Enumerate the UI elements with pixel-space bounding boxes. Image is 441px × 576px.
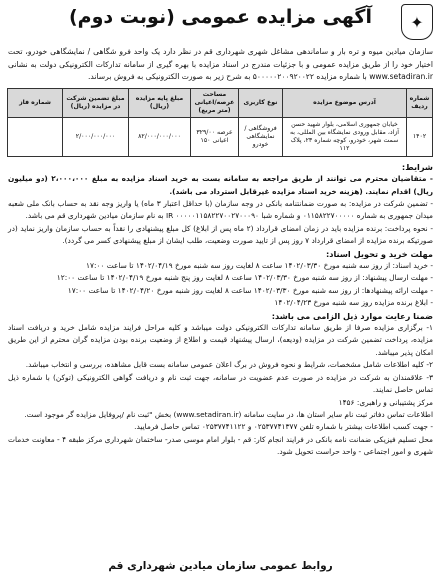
col-header-usage: نوع کاربری xyxy=(239,88,283,117)
cell-row-number: ۱۴۰۲ xyxy=(407,117,433,156)
notes-heading: ضمنا رعایت موارد ذیل الزامی می باشد: xyxy=(271,310,433,321)
cell-usage: فروشگاهی / نمایشگاهی خودرو xyxy=(239,117,283,156)
note-contact: - جهت کسب اطلاعات بیشتر با شماره تلفن ۰۲۵۳۷۷۴۱۳۷۷ و ۰۲۵۳۷۷۴۱۱۲۲ تماس حاصل فرمایید. xyxy=(134,422,433,432)
col-header-row-number: شماره ردیف xyxy=(407,88,433,117)
note-support: مرکز پشتیبانی و راهبری: ۱۴۵۶ xyxy=(338,397,433,407)
condition-document-purchase: - متقاضیان محترم می توانند از طریق مراجعه به سامانه بست به خرید اسناد مزایده به مبلغ ۲،۰۰۰،۰۰۰ (دو میلیون ریال) اقدام نمایند. (هزینه خرید اسناد مزایده غیرقابل استرداد می باشد). xyxy=(8,174,433,196)
seal-icon: ✦ xyxy=(401,4,433,40)
col-header-guarantee: مبلغ تضمین شرکت در مزایده (ریال) xyxy=(63,88,129,117)
note-2: ۲- کلیه اطلاعات شامل مشخصات، شرایط و نحوه فروش در برگ اعلان عمومی سامانه بست قابل مشاهده، بررسی و انتخاب میباشد. xyxy=(25,360,433,370)
date-winner: - ابلاغ برنده مزایده روز سه شنبه مورخ ۱۴۰۲/۰۴/۲۳ xyxy=(274,298,433,308)
cell-guarantee: ۲/۰۰۰/۰۰۰/۰۰۰ xyxy=(63,117,129,156)
cell-base-price: ۸۲/۰۰۰/۰۰۰/۰۰۰ xyxy=(129,117,191,156)
table-header-row xyxy=(8,88,433,117)
note-3: ۳- علاقمندان به شرکت در مزایده در صورت عدم عضویت در سامانه، جهت ثبت نام و دریافت گواهی الکترونیکی (توکن) با شماره ذیل تماس حاصل نمایند. xyxy=(8,372,433,395)
conditions-section xyxy=(8,161,433,459)
note-1: ۱- برگزاری مزایده صرفا از طریق سامانه تدارکات الکترونیکی دولت میباشد و کلیه مراحل فرایند مزایده شامل خرید و دریافت اسناد مزایده، پرداخت تضمین شرکت در مزایده (ودیعه)، ارسال پیشنهاد قیمت و اطلاع از وضعیت برنده بودن مزایده گران محترم از این طریق امکان پذیر میباشد. xyxy=(8,323,433,357)
col-header-area: مساحت عرصه/اعیانی (متر مربع) xyxy=(191,88,239,117)
dates-heading: مهلت خرید و تحویل اسناد: xyxy=(325,248,433,259)
conditions-heading: شرایط: xyxy=(401,161,433,172)
auction-items-table xyxy=(7,88,433,157)
footer-signature: روابط عمومی سازمان میادین شهرداری قم xyxy=(108,560,333,572)
col-header-address: آدرس موضوع مزایده xyxy=(283,88,407,117)
condition-guarantee: - تضمین شرکت در مزایده: به صورت ضمانتنامه بانکی در وجه سازمان (با حداقل اعتبار ۳ ماه) یا واریز وجه نقد به حساب بانک ملی شعبه میدان جمهوری به شماره ۰۱۱۵۸۲۲۷۰۰۰۰۰ و شماره شبا ۰۰۰۰۰۱۱۵۸۲۲۷۰۰۲۷۰۰۰۹۰ IR به نام سازمان میادین شهرداری قم می باشد. xyxy=(8,199,433,221)
date-submission: - مهلت ارسال پیشنهاد: از روز سه شنبه مورخ ۱۴۰۲/۰۳/۳۰ ساعت ۸ لغایت روز پنج شنبه مورخ ۱۴۰۲/۰۴/۱۹ تا ساعت ۱۲:۰۰ xyxy=(56,273,433,283)
page-title: آگهی مزایده عمومی (نوبت دوم) xyxy=(69,6,372,28)
cell-address: خیابان جمهوری اسلامی، بلوار شهید حسن آزاد، مقابل ورودی نمایشگاه بین المللی، به سمت شهر، خودرو، کوچه شماره ۲۳، پلاک ۱۱۲ xyxy=(283,117,407,156)
cell-phase xyxy=(8,117,63,156)
cell-area: عرصه ۳۲۹/۰۰ اعیانی ۱۵۰ xyxy=(191,117,239,156)
col-header-phase: شماره فاز xyxy=(8,88,63,117)
col-header-base-price: مبلغ پایه مزایده (ریال) xyxy=(129,88,191,117)
date-opening: - مهلت ارائه پیشنهادها: از روز سه شنبه مورخ ۱۴۰۲/۰۳/۳۰ ساعت ۸ لغایت روز شنبه مورخ ۱۴۰۲/۰۴/۲۰ تا ساعت ۱۷:۰۰ xyxy=(67,285,433,295)
table-row xyxy=(8,117,433,156)
note-offices: اطلاعات تماس دفاتر ثبت نام سایر استان ها، در سایت سامانه (www.setadiran.ir) بخش "ثبت نام /پروفایل مزایده گر موجود است. xyxy=(24,409,433,419)
notice-header xyxy=(0,0,441,46)
condition-payment: - نحوه پرداخت: برنده مزایده باید در زمان امضای قرارداد (۲ ماه پس از ابلاغ) کل مبلغ پیشنهادی را نقداً به حساب سازمان واریز نماید (در صورتیکه برنده مزایده از امضای قرارداد ۷ روز پس از تایید صورت وضعیت، طلب ایشان از مبلغ پیشنهادی کسر می گردد). xyxy=(8,223,433,246)
note-delivery: محل تسلیم فیزیکی ضمانت نامه بانکی در فرایند انجام کار: قم - بلوار امام موسی صدر- ساختمان شهرداری مرکز طبقه ۴ - معاونت خدمات شهری و امور اجتماعی - واحد حراست تحویل شود. xyxy=(8,434,433,457)
intro-paragraph: سازمان میادین میوه و تره بار و ساماندهی مشاغل شهری شهرداری قم در نظر دارد یک واحد فرو شگاهی / نمایشگاهی خودرو، تحت اختیار خود را از طریق مزایده عمومی و با جزئیات مندرج در اسناد مزایده با بهره گیری از سامانه تدارکات الکترونیکی دولت به نشانی www.setadiran.ir با شماره مزایده ۵۰۰۰۰۰۲۰۰۹۲۰۰۲۲ به شرح زیر به صورت الکترونیکی به فروش برساند. xyxy=(8,47,433,82)
date-purchase: - خرید اسناد: از روز سه شنبه مورخ ۱۴۰۲/۰۳/۳۰ ساعت ۸ لغایت روز سه شنبه مورخ ۱۴۰۲/۰۴/۱۹ تا ساعت ۱۷:۰۰ xyxy=(86,261,433,271)
